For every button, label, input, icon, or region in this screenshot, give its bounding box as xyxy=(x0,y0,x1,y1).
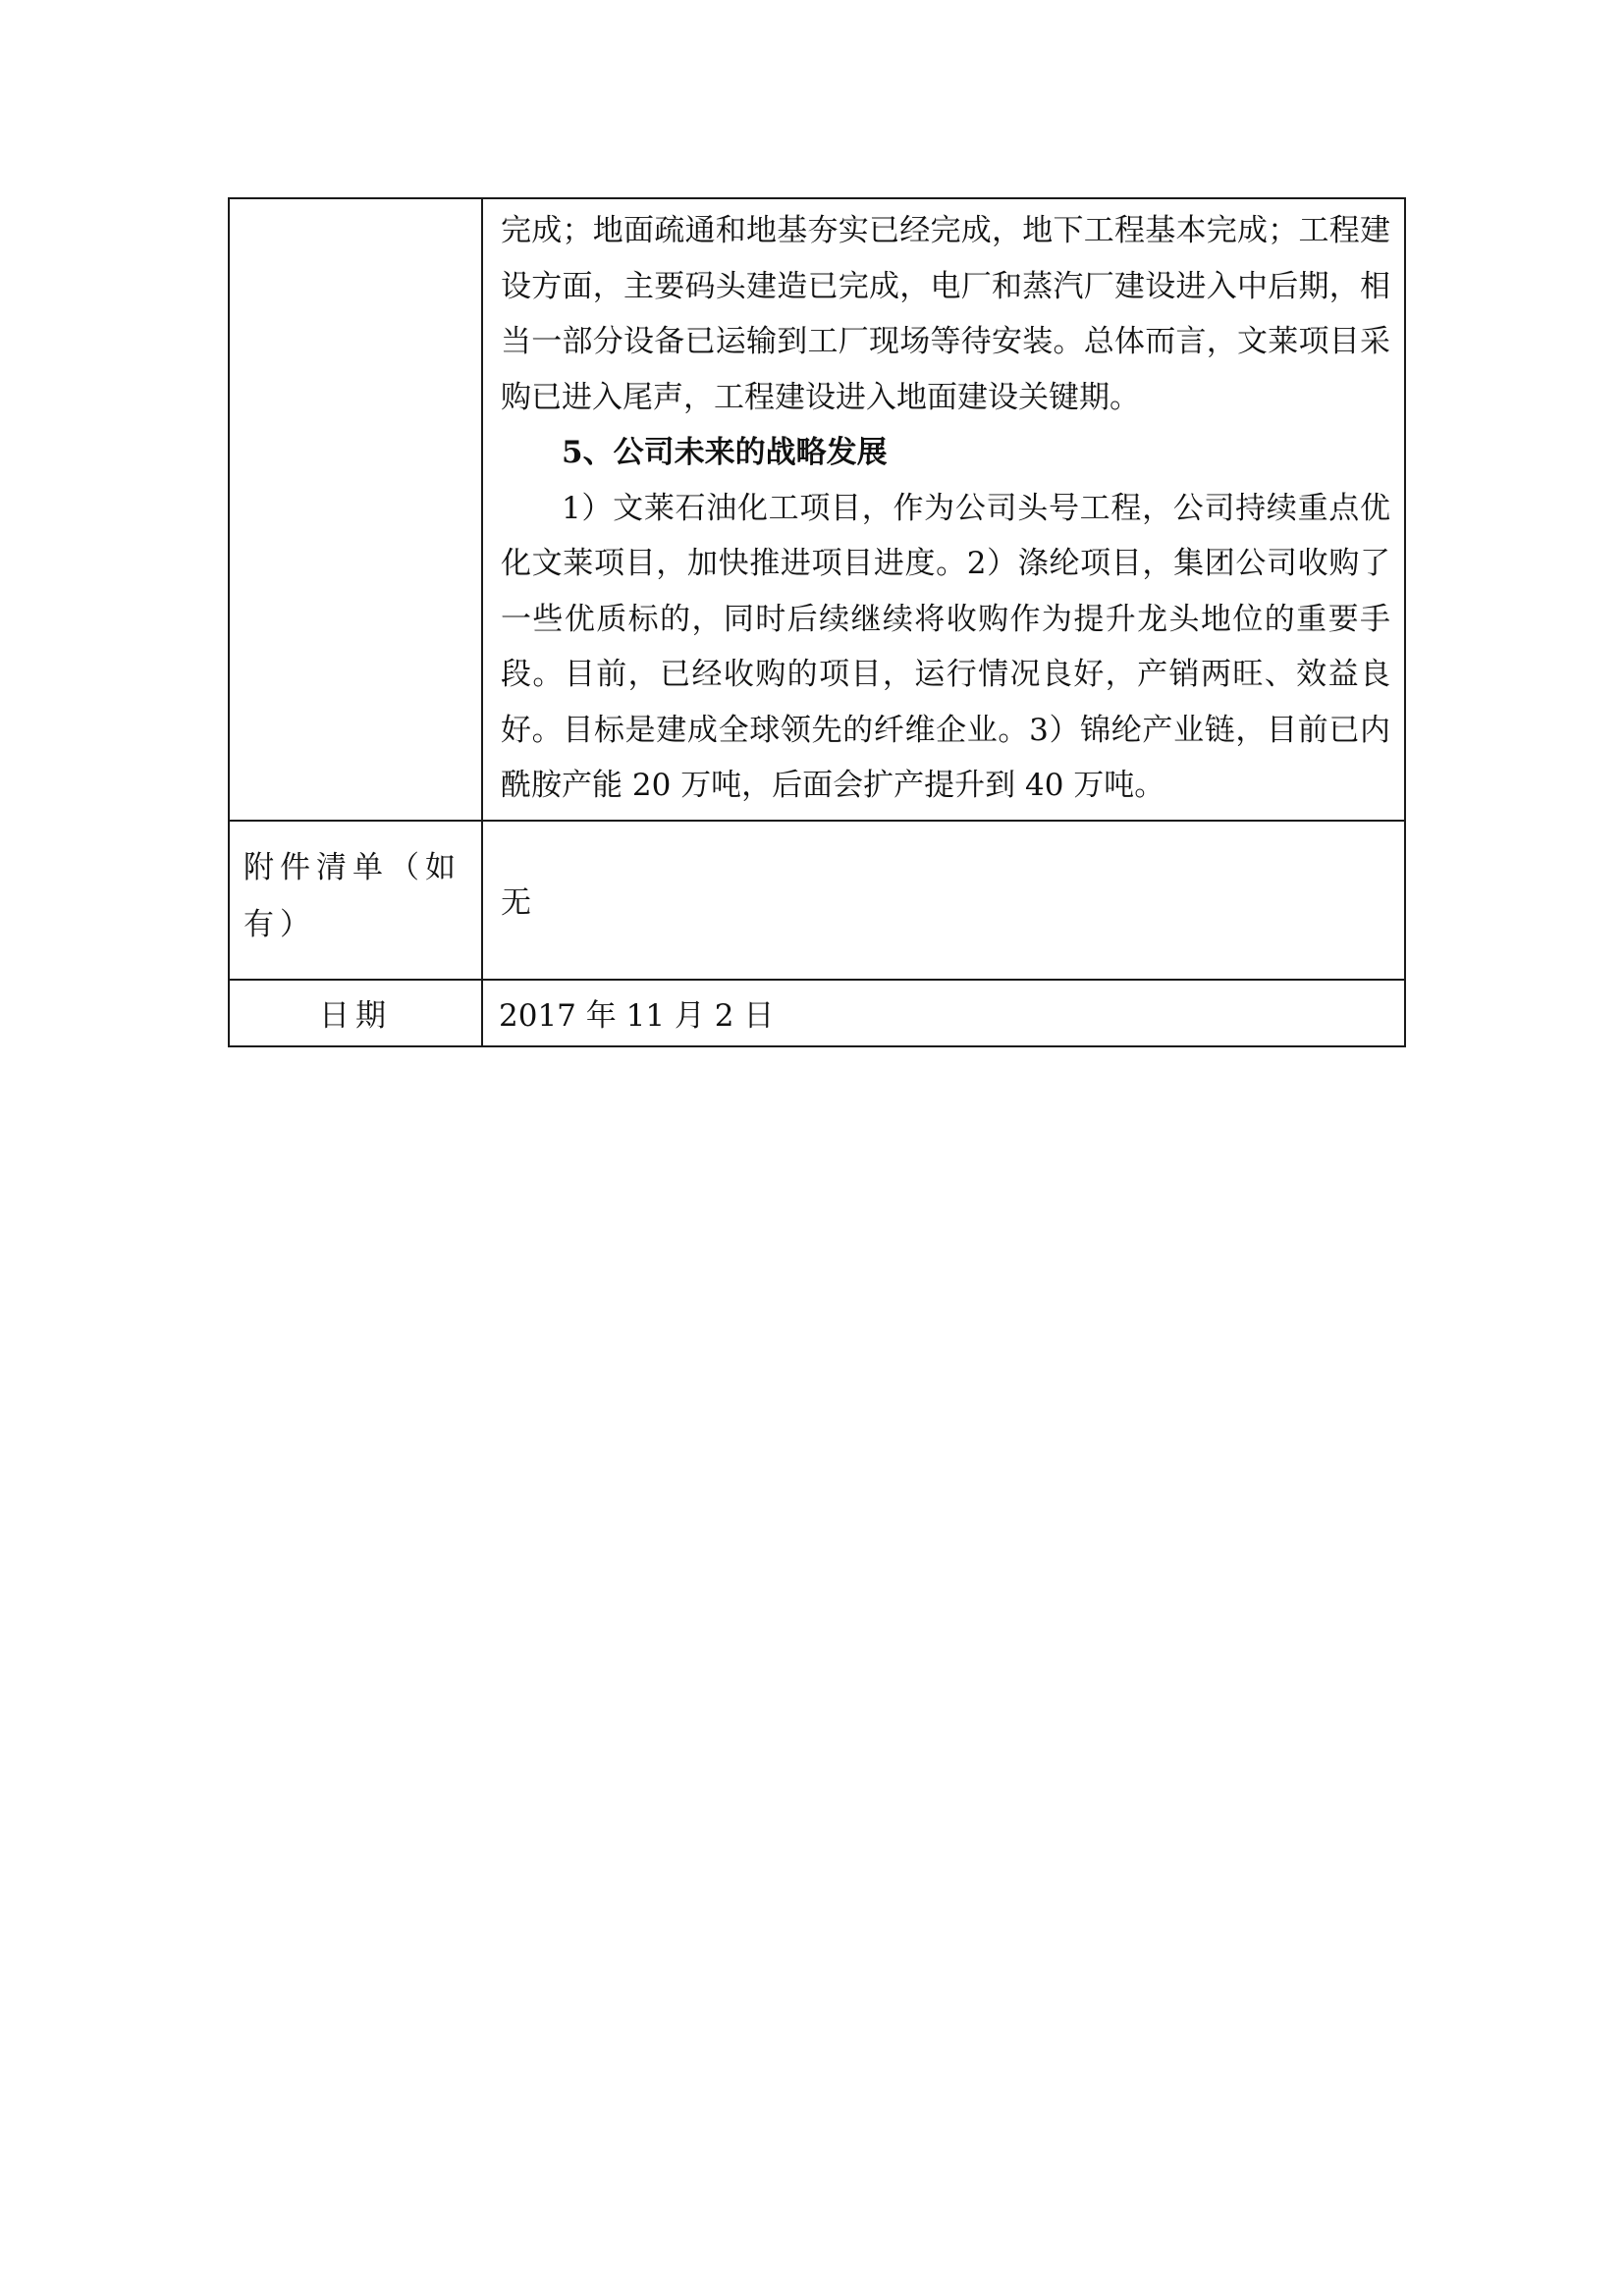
date-row xyxy=(229,980,1405,1046)
date-value: 2017 年 11 月 2 日 xyxy=(482,980,1405,1046)
attachment-label: 附件清单（如有） xyxy=(229,821,482,980)
content-label-cell xyxy=(229,198,482,821)
content-row xyxy=(229,198,1405,821)
attachment-value: 无 xyxy=(482,821,1405,980)
attachment-row xyxy=(229,821,1405,980)
record-table xyxy=(228,197,1406,1047)
strategy-paragraph: 1）文莱石油化工项目，作为公司头号工程，公司持续重点优化文莱项目，加快推进项目进度。2）涤纶项目，集团公司收购了一些优质标的，同时后续继续将收购作为提升龙头地位的重要手段。目前，已经收购的项目，运行情况良好，产销两旺、效益良好。目标是建成全球领先的纤维企业。3）锦纶产业链，目前已内酰胺产能 20 万吨，后面会扩产提升到 40 万吨。 xyxy=(501,490,1390,803)
content-cell xyxy=(482,198,1405,821)
date-label: 日期 xyxy=(229,980,482,1046)
intro-paragraph: 完成；地面疏通和地基夯实已经完成，地下工程基本完成；工程建设方面，主要码头建造已完成，电厂和蒸汽厂建设进入中后期，相当一部分设备已运输到工厂现场等待安装。总体而言，文莱项目采购已进入尾声，工程建设进入地面建设关键期。 xyxy=(501,213,1390,415)
section-heading: 5、公司未来的战略发展 xyxy=(562,435,888,470)
